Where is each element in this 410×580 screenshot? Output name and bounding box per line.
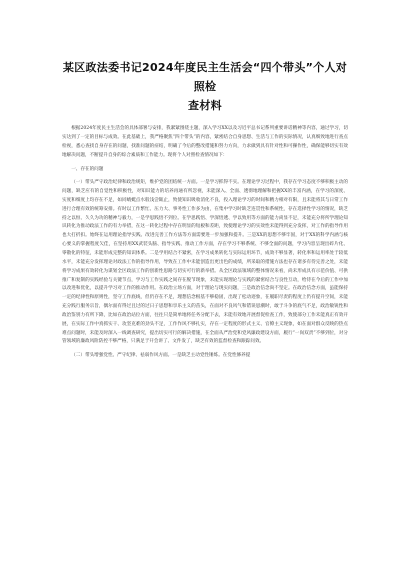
intro-paragraph: 根据2024年度民主生活会的具体部署与安排，我紧紧围绕主题，深入学习XX以及习近平总书记系列重要讲话精神等内容，通过学习，切实达到了一定的目标与成效。在此基础上，我严格聚焦“四个带头”的内容，紧密结合自身思想、生活与工作的实际情况，认真细致地进行查点检视，悉心查找自身存在的问题，找准问题的症结，明确了今后的整改措施和努力方向，力求做到具有针对性和可操作性，确保能够切实有效地解决问题，不断提升自身的综合素质和工作能力。现将个人对照检查情况如下： [62, 126, 348, 158]
subsection-2-paragraph: （二）带头增强党性、严守纪律、祛弱作风方面。一是缺乏主动党性锤炼。在党性修养提 [71, 353, 251, 359]
title-line-1: 某区政法委书记2024年度民主生活会“四个带头”个人对照检 [62, 61, 348, 93]
section-heading-problems: 一、存在的问题 [71, 167, 104, 173]
document-title [62, 58, 348, 115]
title-line-2: 查材料 [188, 99, 222, 112]
subsection-1-paragraph: （一）带头严守政治纪律和政治规矩，维护党的团结统一方面。一是学习抓得不实。在理论学习过程中，我存在学习态度不够积极主动的问题，缺乏应有的自觉性和积极性，对知识能力的培养再通有所忽视，未能深入、全面、透彻地理解和把握XX的丰富内涵，在学习的深度、实度和细度上均存在不足，如同蜻蜓点水般浅尝辄止，致使知识吸收消化不良，投入理论学习的时间和精力相对有限，且未能将其与日常工作进行合理有效的统筹安排。有时以工作繁忙、压力大、事务性工作多为由，在集中学习时缺乏连贯性和系统性，存在选择性学习的情况，缺乏持之以恒、久久为功的精神与毅力，一是学思践悟不到位。在学思践悟、学深悟透、学以致用等方面的能力尚显不足，未能充分将所学理论知识转化为推动政法工作的有力举措，在这一转化过程中存在明显的短板和差距，致使理论学习的实效性未能得到充分发挥，对工作的指导作用也大打折扣。始终在运用理论指导实践、改进完善工作方法等方面需要进一步加强和提升。三是XX的思想不够牢固，对于XX的科学内涵与核心要义的掌握程度欠佳，在坚持用XX武装头脑、指导实践、推动工作方面，存在学习不够系统、不够全面的问题，学习内容呈现出碎片化、零散化的特征，未能形成完整的知识体系。二是学用结合不紧密，在学习成果转化与实际运用环节，成效不够显著，转化率和运用率处于较低水平，未能充分发挥理论对政法工作的指导作用，导致在工作中未能创造出更出色的成绩，所采取的措施方法也存在诸多有待完善之处，未能将学习成果有效转化为谋划全区政法工作的创新性思路与切实可行的新举措。从全区政法领域的整体情况来看，尚未形成具有示范价值、可供推广和复制的实践经验与关键节点，学习与工作实践之间存在脱节现象，未能实现理论与实践的紧密结合与良性互动，给待在今后的工作中加以改进和优化，以提升学习对工作的推动作用。在政治立场方面，对于理论与现实问题，三是政治信念尚不坚定。在政治信念方面，虽能保持一定的纪律性和原则性，坚守工作底线，但仍存在不足，理想信念根基不够稳固，出现了松动迹象，在履职尽责的程度上仍有提升空间，未能充分践行服务宗旨，偶尔面有得过且过的过日子思想和享乐主义的苗头，在面对不良风气和错误思潮时，敢于斗争的底气不足，政治敏锐性和政治鉴别力有所下降，比如在政治站位方面，往往只是简单地将任务分配下去，未能有效地开展督促检查工作，致使部分工作未能真正有效开展，在实际工作中真抓实干、攻坚克难的劲头不足，工作作风不够扎实，存在一定程度的形式主义、官僚主义现象，如在面对群众反映的热点难点问题时，未能及时深入一线调查研究，提出切实可行的解决措施，在全面从严治党和党风廉政建设方面，履行“一岗双责”不够到位，对分管领域的廉政风险防控不够严格，只满足于开会讲了、文件发了，缺乏有效的监督检查和跟踪问效。 [62, 180, 348, 345]
